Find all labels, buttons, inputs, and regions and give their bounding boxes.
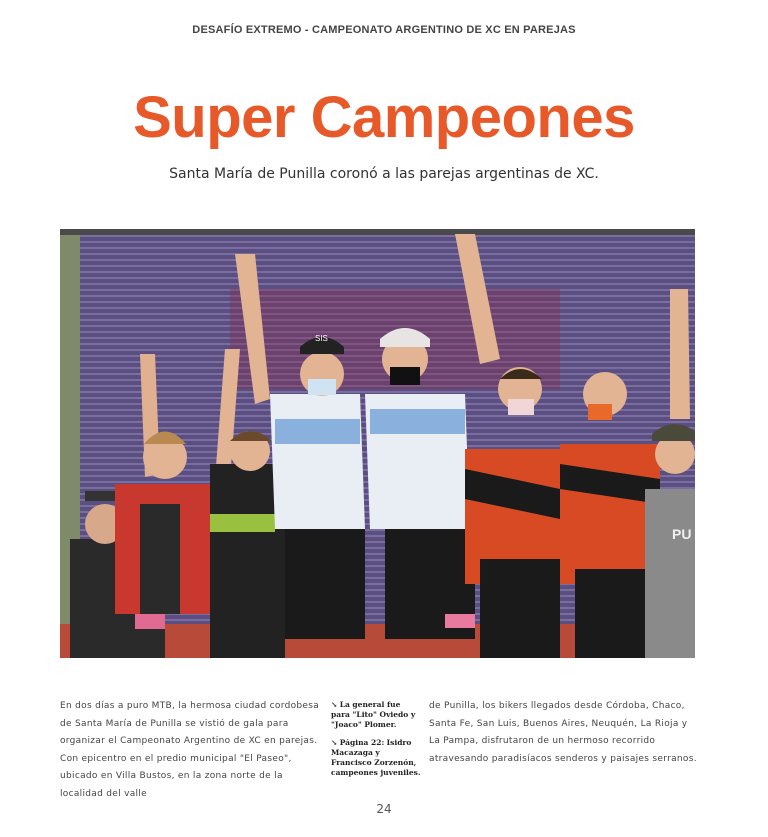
body-text-right: de Punilla, los bikers llegados desde Córdoba, Chaco, Santa Fe, San Luis, Buenos Aires, Neuquén, La Rioja y La Pampa, disfrutaron de un hermoso recorrido atravesando paradisíacos senderos y paisajes serranos. [429, 701, 697, 764]
article-subtitle: Santa María de Punilla coronó a las parejas argentinas de XC. [169, 166, 599, 182]
podium-photo [60, 229, 695, 658]
article-title: Super Campeones [133, 85, 635, 150]
body-text-left: En dos días a puro MTB, la hermosa ciudad cordobesa de Santa María de Punilla se vistió de gala para organizar el Campeonato Argentino de XC en parejas. Con epicentro en el predio municipal "El Paseo", ubicado en Villa Bustos, en la zona norte de la localidad del valle [60, 701, 320, 799]
caption-1 [331, 700, 421, 730]
page-number: 24 [376, 802, 392, 816]
arrow-icon: ↘ [331, 700, 338, 709]
caption-2 [331, 738, 421, 778]
arrow-icon: ↘ [331, 738, 338, 747]
caption-label: Página 22: [339, 738, 385, 747]
photo-captions [331, 700, 421, 786]
caption-text: La general fue para "Lito" Oviedo y "Joaco" Plomer. [331, 700, 416, 729]
section-kicker: DESAFÍO EXTREMO - CAMPEONATO ARGENTINO DE XC EN PAREJAS [192, 24, 576, 36]
cap-logo-text: SIS [315, 334, 328, 343]
shirt-text: PU [672, 526, 692, 542]
caption-text: Isidro Macazaga y Francisco Zorzenón, campeones juveniles. [331, 738, 421, 777]
